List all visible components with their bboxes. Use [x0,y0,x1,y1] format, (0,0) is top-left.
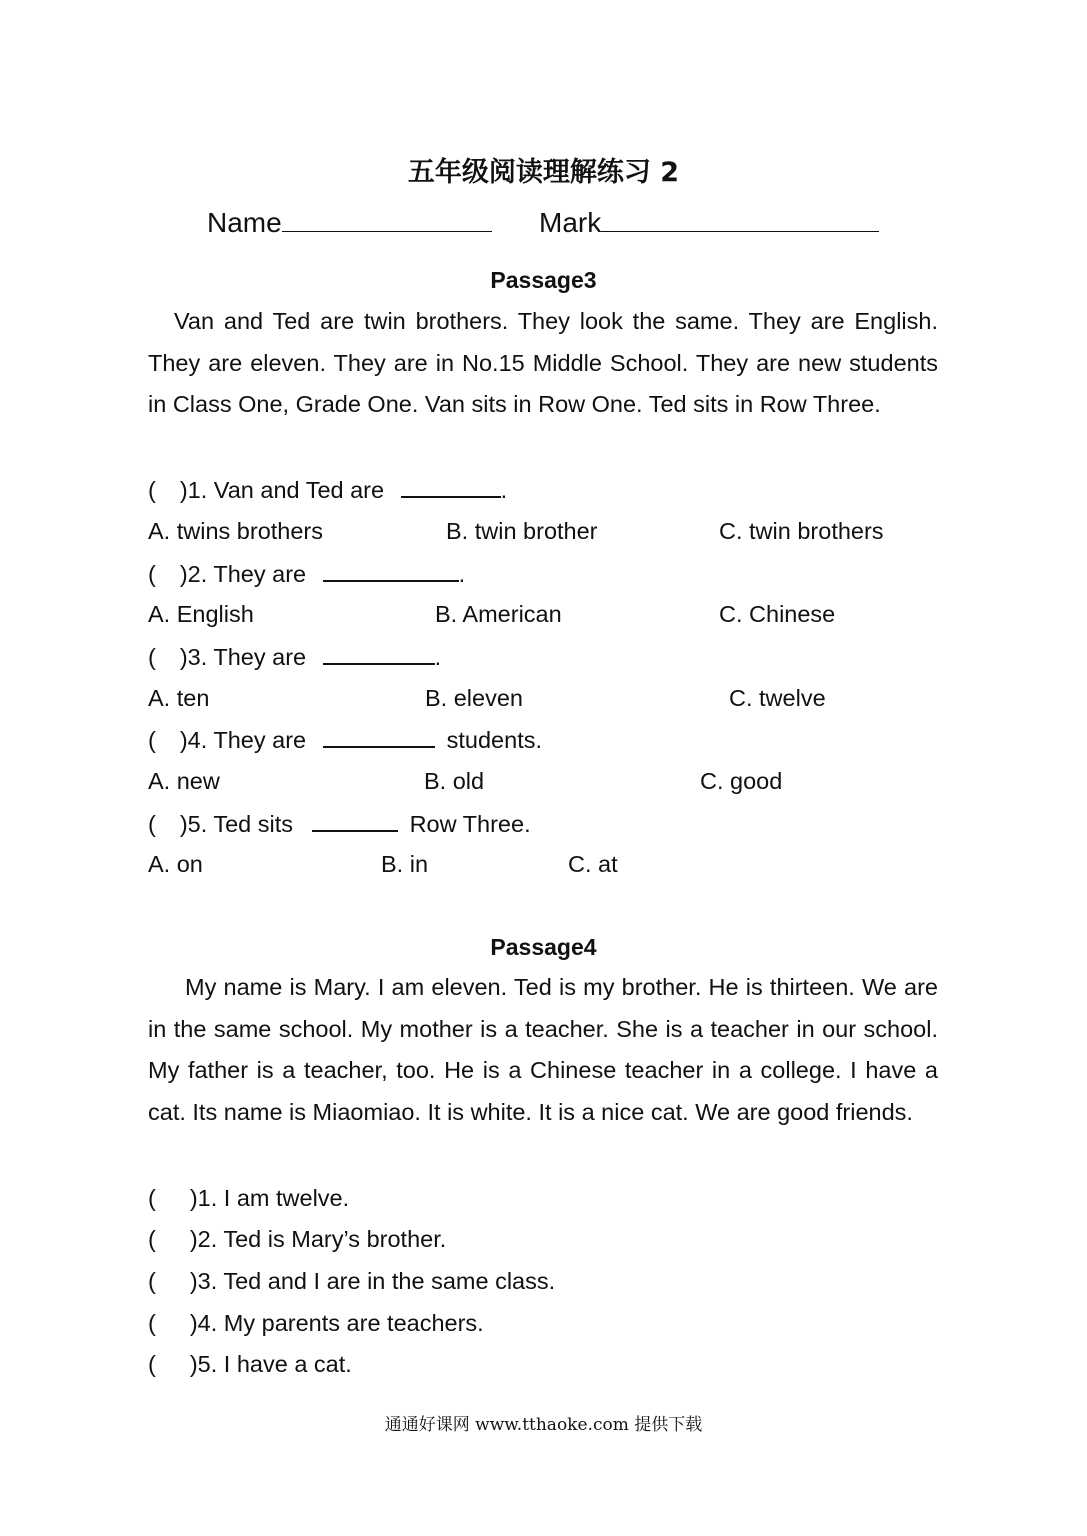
worksheet-title: 五年级阅读理解练习 2 [407,157,680,188]
answer-blank [323,726,435,748]
passage4-heading: Passage4 [490,934,597,960]
passage4-text: My name is Mary. I am eleven. Ted is my brother. He is thirteen. We are in the same school. My mother is a teacher. She is a teacher in our school. My father is a teacher, too. He is a Chinese teacher in a college. I have a cat. Its name is Miaomiao. It is white. It is a nice cat. We are good friends. [148,974,938,1125]
p3-question-5: ( )5. Ted sits Row Three. [148,811,531,837]
p3-q5-option-a: A. on [148,851,203,877]
p3-q4-option-a: A. new [148,768,220,794]
p3-q1-option-a: A. twins brothers [148,518,324,544]
name-label: Name [207,207,282,238]
p3-q5-option-b: B. in [381,851,429,877]
p3-q5-option-c: C. at [568,851,618,877]
mark-label: Mark [539,207,602,238]
name-blank [282,205,492,232]
p3-q2-option-a: A. English [148,601,254,627]
mark-field [539,205,879,239]
p4-statement-1: ( )1. I am twelve. [148,1185,350,1211]
p3-q3-option-c: C. twelve [729,685,826,711]
passage3-text: Van and Ted are twin brothers. They look the same. They are English. They are eleven. They are in No.15 Middle School. They are new students in Class One, Grade One. Van sits in Row One. Ted sits in Row Three. [148,308,938,418]
answer-blank [323,560,459,582]
passage3-heading: Passage3 [490,267,597,293]
p4-statement-3: ( )3. Ted and I are in the same class. [148,1268,556,1294]
p3-question-2: ( )2. They are . [148,561,466,587]
name-field [207,205,492,239]
p3-q2-option-c: C. Chinese [719,601,836,627]
footer-source: 通通好课网 www.tthaoke.com 提供下载 [384,1415,703,1435]
p3-q2-option-b: B. American [435,601,562,627]
answer-blank [312,810,398,832]
p3-q1-option-c: C. twin brothers [719,518,884,544]
p3-question-3: ( )3. They are . [148,644,442,670]
answer-blank [323,643,435,665]
mark-blank [601,205,879,232]
p3-q1-option-b: B. twin brother [446,518,598,544]
p3-q3-option-a: A. ten [148,685,210,711]
p4-statement-4: ( )4. My parents are teachers. [148,1310,484,1336]
p3-q4-option-c: C. good [700,768,783,794]
p3-q3-option-b: B. eleven [425,685,523,711]
p3-question-4: ( )4. They are students. [148,727,543,753]
answer-blank [401,476,501,498]
p3-question-1: ( )1. Van and Ted are . [148,477,508,503]
p4-statement-2: ( )2. Ted is Mary’s brother. [148,1226,447,1252]
p3-q4-option-b: B. old [424,768,485,794]
p4-statement-5: ( )5. I have a cat. [148,1351,352,1377]
